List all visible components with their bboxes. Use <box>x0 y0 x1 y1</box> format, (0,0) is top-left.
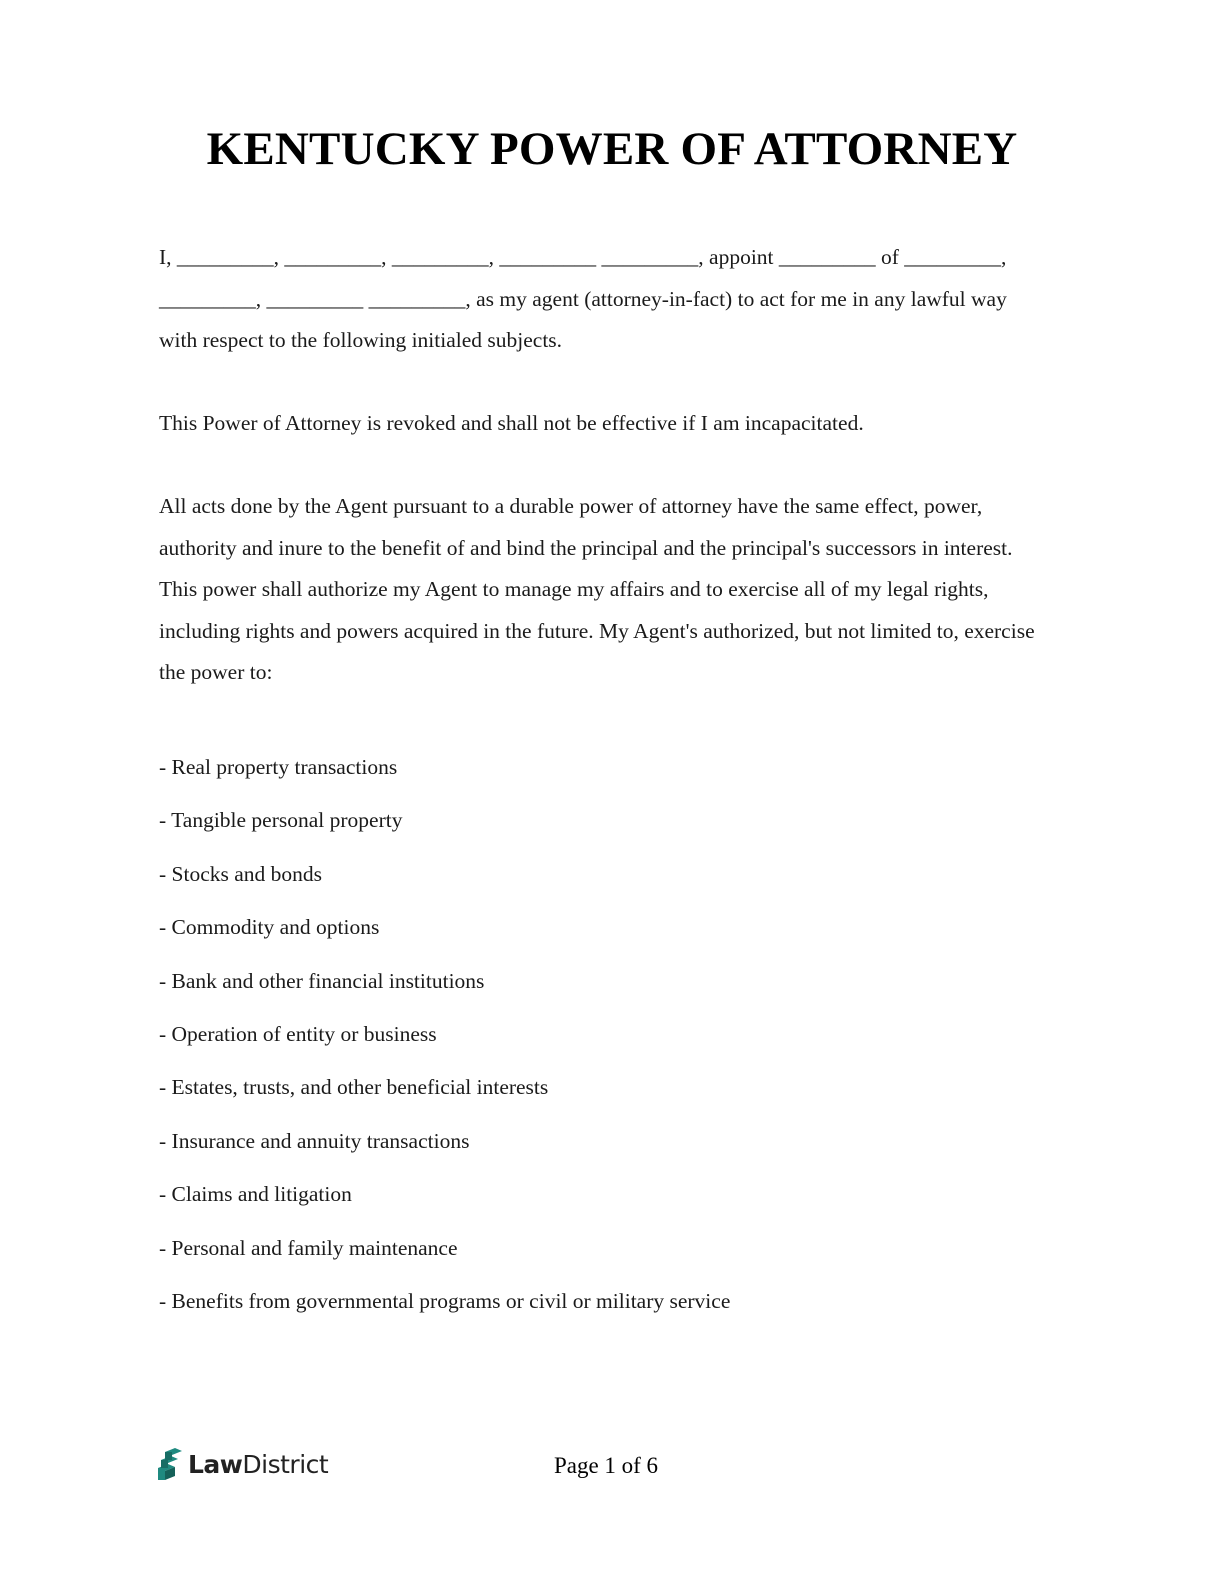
appointment-paragraph: I, _________, _________, _________, _________ _________, appoint _________ of _________, _________, _________ _________, as my agent (attorney-in-fact) to act for me in any lawful way with respect to the following initialed subjects. <box>159 245 1007 352</box>
list-item: - Stocks and bonds <box>159 861 323 886</box>
list-item: - Personal and family maintenance <box>159 1235 458 1260</box>
list-item: - Operation of entity or business <box>159 1021 437 1046</box>
list-item: - Real property transactions <box>159 755 398 779</box>
page-number: Page 1 of 6 <box>553 1453 659 1478</box>
list-item: - Bank and other financial institutions <box>159 968 485 993</box>
list-item: - Tangible personal property <box>159 808 403 833</box>
list-item: - Commodity and options <box>159 915 380 940</box>
list-item: - Estates, trusts, and other beneficial interests <box>159 1075 549 1100</box>
list-item: - Claims and litigation <box>159 1182 352 1207</box>
list-item: - Insurance and annuity transactions <box>159 1128 470 1153</box>
agent-acts-paragraph: All acts done by the Agent pursuant to a durable power of attorney have the same effect, power, authority and inure to the benefit of and bind the principal and the principal's successors in interest. This power shall authorize my Agent to manage my affairs and to exercise all of my legal rights, including rights and powers acquired in the future. My Agent's authorized, but not limited to, exercise the power to: <box>159 494 1035 684</box>
lawdistrict-logo-text: LawDistrict <box>188 1449 329 1479</box>
powers-list <box>159 747 730 1334</box>
document-title: KENTUCKY POWER OF ATTORNEY <box>206 123 1018 175</box>
list-item: - Benefits from governmental programs or civil or military service <box>159 1288 731 1313</box>
revocation-paragraph: This Power of Attorney is revoked and shall not be effective if I am incapacitated. <box>159 411 864 435</box>
